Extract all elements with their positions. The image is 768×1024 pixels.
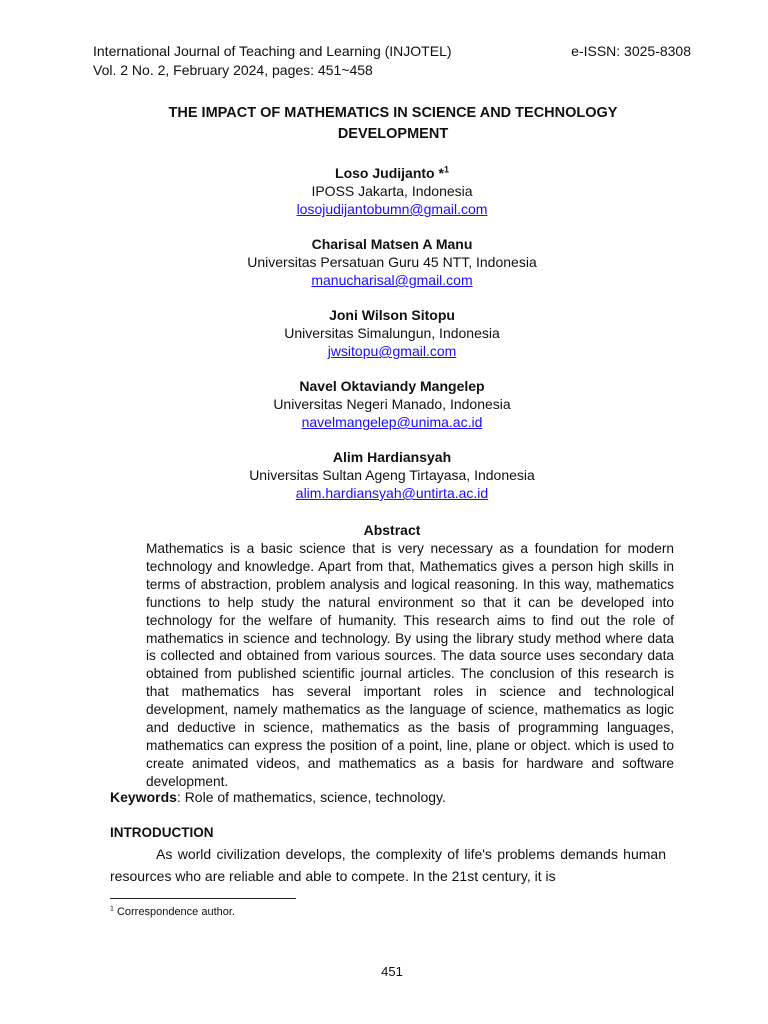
author-name: Joni Wilson Sitopu bbox=[329, 307, 455, 323]
author-footnote-mark: 1 bbox=[443, 164, 449, 175]
introduction-text: As world civilization develops, the complexity of life's problems demands human resources who are reliable and able to compete. In the 21st century, it is bbox=[110, 846, 666, 884]
author-email-link[interactable]: losojudijantobumn@gmail.com bbox=[296, 201, 488, 217]
author-email-link[interactable]: jwsitopu@gmail.com bbox=[327, 343, 457, 359]
issn: e-ISSN: 3025-8308 bbox=[571, 43, 691, 59]
author-list bbox=[110, 164, 674, 519]
keywords-text: : Role of mathematics, science, technology. bbox=[176, 789, 446, 805]
volume-info: Vol. 2 No. 2, February 2024, pages: 451~458 bbox=[93, 62, 373, 78]
introduction-heading: INTRODUCTION bbox=[110, 825, 214, 840]
journal-name: International Journal of Teaching and Learning (INJOTEL) bbox=[93, 43, 452, 59]
author-name: Navel Oktaviandy Mangelep bbox=[299, 378, 485, 394]
abstract-text: Mathematics is a basic science that is very necessary as a foundation for modern technology and knowledge. Apart from that, Mathematics gives a person high skills in terms of abstraction, problem analysis and logical reasoning. In this way, mathematics functions to help study the natural environment so that it can be developed into technology for the welfare of humanity. This research aims to find out the role of mathematics in science and technology. By using the library study method where data is collected and obtained from various sources. The data source uses secondary data obtained from published scientific journal articles. The conclusion of this research is that mathematics has several important roles in science and technological development, namely mathematics as the language of science, mathematics as logic and deductive in science, mathematics as the basis of programming languages, mathematics can express the position of a point, line, plane or object. which is used to create animated videos, and mathematics as a basis for hardware and software development. bbox=[146, 541, 674, 789]
author-block bbox=[110, 164, 674, 218]
keywords-label: Keywords bbox=[110, 789, 177, 805]
author-name: Alim Hardiansyah bbox=[332, 449, 452, 465]
author-name: Loso Judijanto *$^1$ bbox=[335, 164, 449, 181]
running-header bbox=[93, 42, 691, 80]
author-affiliation: Universitas Sultan Ageng Tirtayasa, Indonesia bbox=[249, 467, 535, 483]
author-block bbox=[110, 235, 674, 289]
author-affiliation: Universitas Negeri Manado, Indonesia bbox=[273, 396, 511, 412]
author-affiliation: Universitas Persatuan Guru 45 NTT, Indonesia bbox=[247, 254, 537, 270]
keywords bbox=[110, 788, 674, 806]
footnote bbox=[110, 905, 235, 919]
author-email-link[interactable]: alim.hardiansyah@untirta.ac.id bbox=[295, 485, 489, 501]
footnote-mark: 1 bbox=[110, 905, 114, 913]
author-affiliation: Universitas Simalungun, Indonesia bbox=[284, 325, 500, 341]
author-name: Charisal Matsen A Manu bbox=[311, 236, 473, 252]
author-email-link[interactable]: manucharisal@gmail.com bbox=[311, 272, 473, 288]
author-email-link[interactable]: navelmangelep@unima.ac.id bbox=[301, 414, 483, 430]
footnote-divider bbox=[110, 898, 296, 899]
author-block bbox=[110, 448, 674, 502]
author-affiliation: IPOSS Jakarta, Indonesia bbox=[311, 183, 473, 199]
running-header-row bbox=[93, 42, 691, 61]
author-block bbox=[110, 306, 674, 360]
footnote-text: Correspondence author. bbox=[113, 906, 235, 918]
page-number: 451 bbox=[381, 964, 403, 979]
paper-title: THE IMPACT OF MATHEMATICS IN SCIENCE AND TECHNOLOGY DEVELOPMENT bbox=[168, 105, 618, 142]
abstract-heading: Abstract bbox=[363, 522, 421, 538]
author-block bbox=[110, 377, 674, 431]
